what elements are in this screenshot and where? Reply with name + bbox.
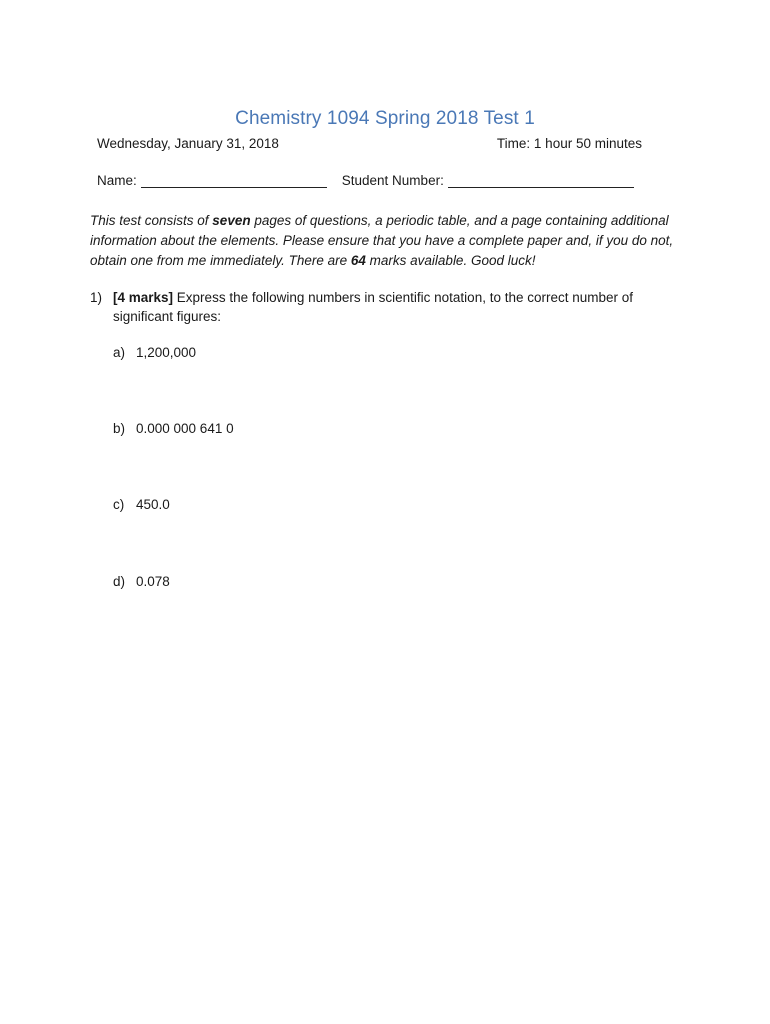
student-number-field [342,173,634,188]
instructions-pages-count: seven [212,213,251,228]
part-a-value: 1,200,000 [136,345,197,360]
test-time: Time: 1 hour 50 minutes [496,136,642,151]
instructions-marks-count: 64 [350,253,366,268]
part-b-label: b) [113,421,126,436]
part-b-value: 0.000 000 641 0 [136,421,234,436]
question-1-number: 1) [90,290,103,305]
student-info-fields [97,173,642,188]
question-1-part-b [113,421,234,436]
instructions-text-3: marks available. Good luck! [365,253,536,268]
test-meta-row [97,136,642,151]
part-a-label: a) [113,345,126,360]
question-1-marks: [4 marks] [113,290,174,305]
student-number-blank-line[interactable] [448,173,634,188]
name-label: Name: [97,173,137,188]
question-1-part-a [113,345,196,360]
instructions-paragraph [90,211,690,271]
name-blank-line[interactable] [141,173,327,188]
part-c-value: 450.0 [136,497,170,512]
question-1-part-d [113,574,170,589]
instructions-text-2: pages of questions, a periodic table, and a page containing additional information about the elements. Please ensure that you have a complete paper and, if you do not, obtain one from me immediately. There are [90,213,674,268]
student-number-label: Student Number: [341,173,444,188]
name-field [97,173,327,188]
part-d-value: 0.078 [136,574,170,589]
question-1-part-c [113,497,170,512]
question-1 [90,288,690,326]
question-1-text [113,288,690,326]
test-date: Wednesday, January 31, 2018 [97,136,279,151]
question-1-prompt: Express the following numbers in scientific notation, to the correct number of significant figures: [113,290,634,324]
test-title: Chemistry 1094 Spring 2018 Test 1 [235,108,535,129]
part-d-label: d) [113,574,126,589]
part-c-label: c) [113,497,125,512]
instructions-text-1: This test consists of [90,213,213,228]
